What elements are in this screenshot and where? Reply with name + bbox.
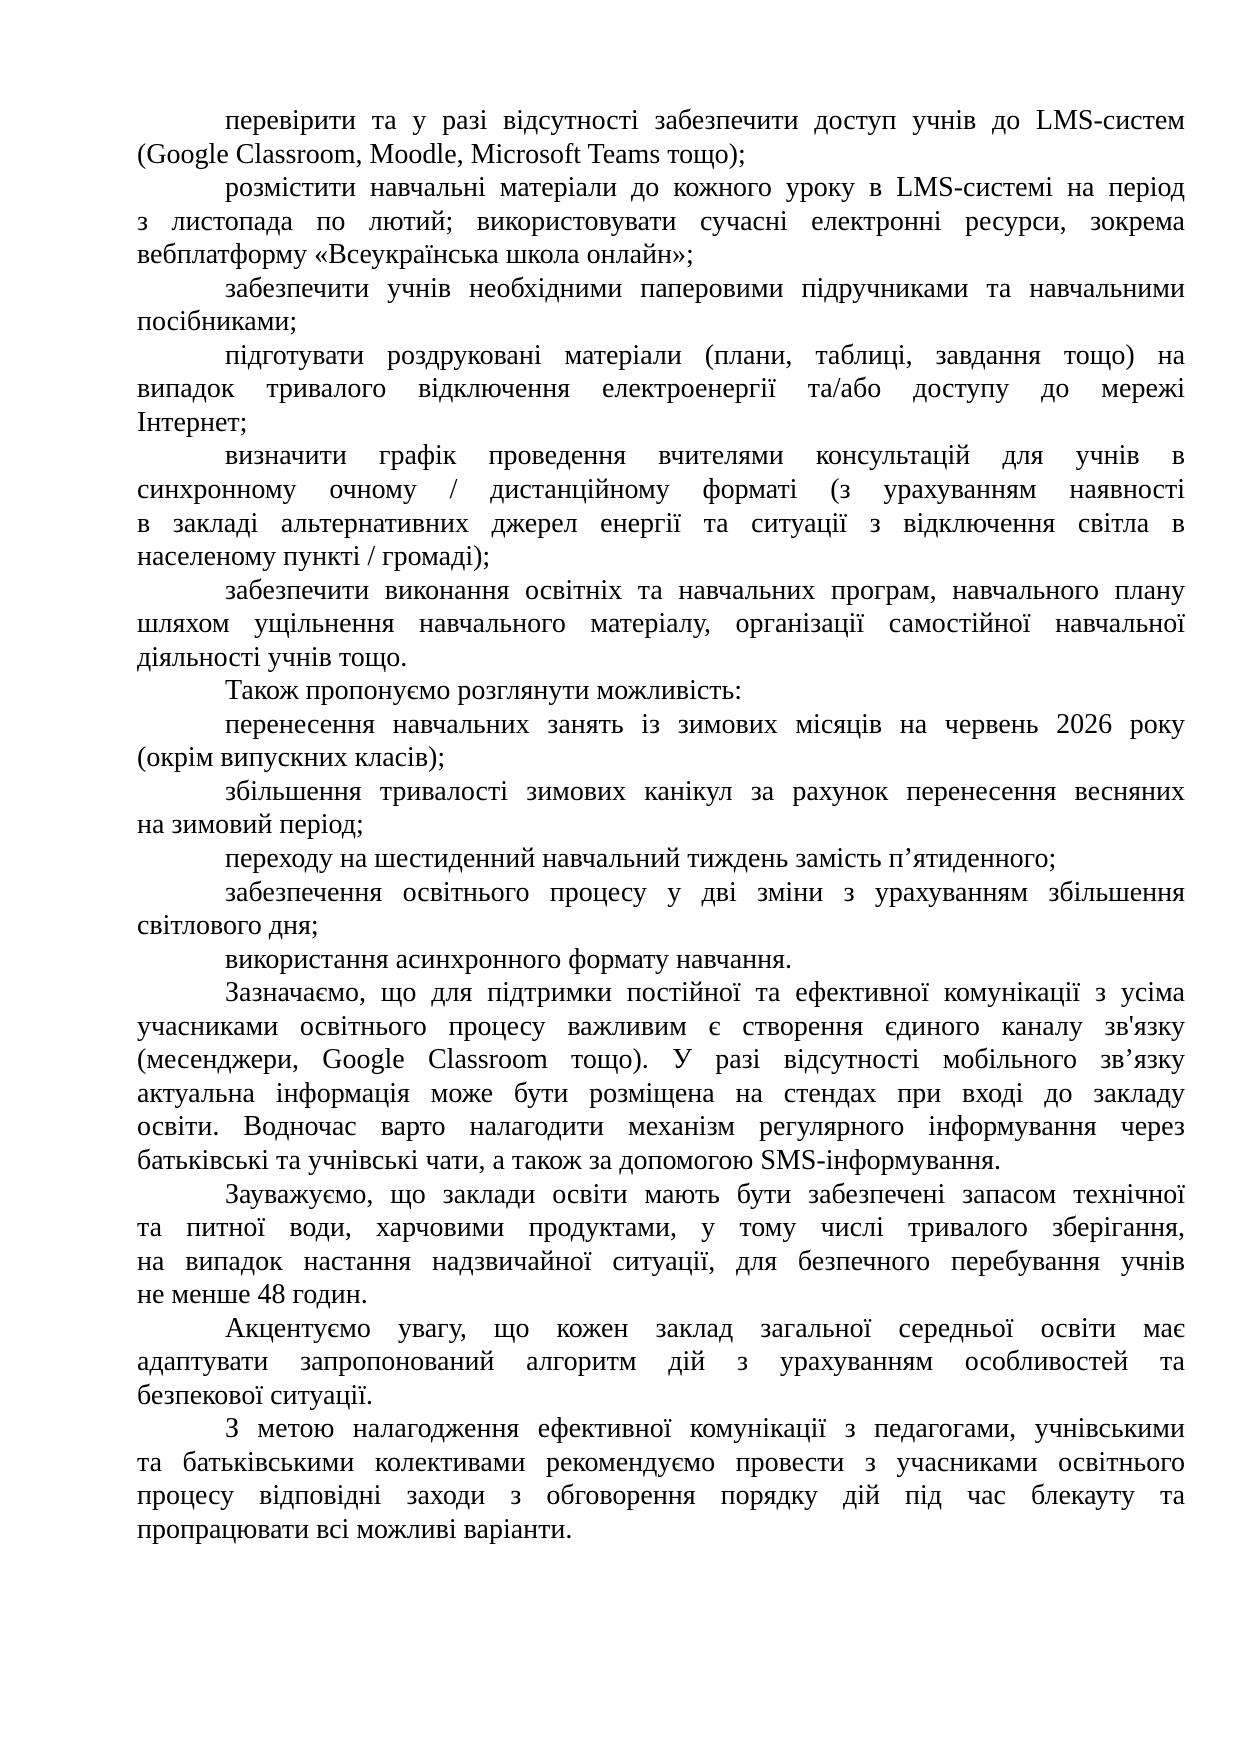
text-line: перенесення навчальних занять із зимових місяців на червень 2026 року — [225, 708, 1185, 740]
text-line: безпекової ситуації. — [137, 1379, 373, 1411]
document-body — [137, 104, 1185, 1547]
text-line: Акцентуємо увагу, що кожен заклад загальної середньої освіти має — [225, 1312, 1185, 1344]
text-line: та питної води, харчовими продуктами, у тому числі тривалого зберігання, — [137, 1212, 1185, 1244]
text-line: посібниками; — [137, 306, 298, 338]
text-line: світлового дня; — [137, 910, 319, 942]
text-line: (месенджери, Google Classroom тощо). У разі відсутності мобільного зв’язку — [137, 1044, 1185, 1076]
text-line: Також пропонуємо розглянути можливість: — [225, 675, 743, 707]
text-line: на зимовий період; — [137, 809, 364, 841]
text-line: перевірити та у разі відсутності забезпечити доступ учнів до LMS-систем — [225, 105, 1185, 136]
text-line: Зазначаємо, що для підтримки постійної та ефективної комунікації з усіма — [225, 977, 1185, 1009]
text-line: випадок тривалого відключення електроенергії та/або доступу до мережі — [137, 373, 1185, 405]
text-line: діяльності учнів тощо. — [137, 641, 408, 673]
text-line: не менше 48 годин. — [137, 1279, 368, 1311]
text-line: вебплатформу «Всеукраїнська школа онлайн»; — [137, 239, 694, 271]
text-line: актуальна інформація може бути розміщена на стендах при вході до закладу — [137, 1077, 1185, 1109]
text-line: освіти. Водночас варто налагодити механізм регулярного інформування через — [137, 1111, 1185, 1143]
text-line: переходу на шестиденний навчальний тиждень замість п’ятиденного; — [225, 843, 1057, 875]
text-line: адаптувати запропонований алгоритм дій з урахуванням особливостей та — [137, 1346, 1185, 1378]
text-line: процесу відповідні заходи з обговорення порядку дій під час блекауту та — [137, 1480, 1185, 1512]
text-line: з листопада по лютий; використовувати сучасні електронні ресурси, зокрема — [137, 205, 1185, 237]
text-line: Зауважуємо, що заклади освіти мають бути забезпечені запасом технічної — [225, 1178, 1185, 1210]
text-line: (Google Classroom, Moodle, Microsoft Teams тощо); — [137, 138, 746, 170]
text-line: на випадок настання надзвичайної ситуації, для безпечного перебування учнів — [137, 1245, 1185, 1277]
text-line: шляхом ущільнення навчального матеріалу, організації самостійної навчальної — [137, 608, 1185, 640]
text-line: Інтернет; — [137, 406, 248, 438]
text-line: (окрім випускних класів); — [137, 742, 446, 774]
text-line: забезпечити виконання освітніх та навчальних програм, навчального плану — [225, 574, 1185, 606]
text-line: населеному пункті / громаді); — [137, 541, 491, 573]
text-line: забезпечити учнів необхідними паперовими підручниками та навчальними — [225, 272, 1185, 304]
text-line: визначити графік проведення вчителями консультацій для учнів в — [225, 440, 1185, 472]
text-line: розмістити навчальні матеріали до кожного уроку в LMS-системі на період — [225, 172, 1185, 204]
text-line: та батьківськими колективами рекомендуємо провести з учасниками освітнього — [137, 1446, 1185, 1478]
text-line: збільшення тривалості зимових канікул за рахунок перенесення весняних — [225, 775, 1185, 807]
text-line: використання асинхронного формату навчання. — [225, 943, 792, 975]
text-line: З метою налагодження ефективної комунікації з педагогами, учнівськими — [225, 1413, 1185, 1445]
text-line: пропрацювати всі можливі варіанти. — [137, 1513, 573, 1545]
text-line: підготувати роздруковані матеріали (плани, таблиці, завдання тощо) на — [225, 339, 1185, 371]
text-line: батьківські та учнівські чати, а також за допомогою SMS-інформування. — [137, 1144, 1002, 1176]
text-line: в закладі альтернативних джерел енергії та ситуації з відключення світла в — [137, 507, 1185, 539]
text-line: забезпечення освітнього процесу у дві зміни з урахуванням збільшення — [225, 876, 1185, 908]
text-line: учасниками освітнього процесу важливим є створення єдиного каналу зв'язку — [137, 1010, 1185, 1042]
text-line: синхронному очному / дистанційному форматі (з урахуванням наявності — [137, 474, 1185, 506]
